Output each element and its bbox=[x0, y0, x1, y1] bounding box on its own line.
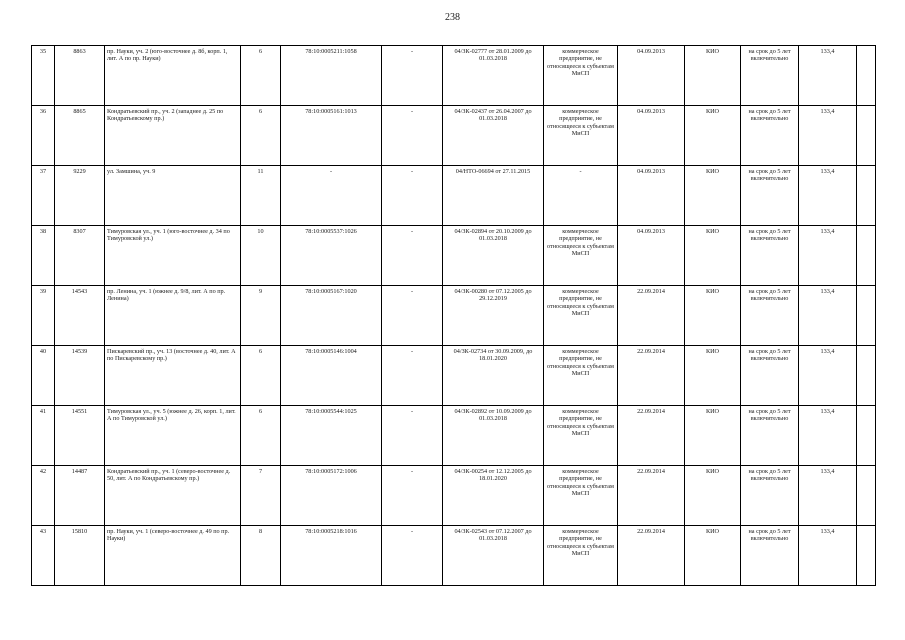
floors-cell: 7 bbox=[241, 466, 281, 526]
floors-cell: 9 bbox=[241, 286, 281, 346]
row-number: 42 bbox=[32, 466, 55, 526]
table-row bbox=[32, 286, 876, 346]
cadastral-number-cell: 78:10:0005161:1013 bbox=[281, 106, 382, 166]
decision-date-cell: 04.09.2013 bbox=[618, 46, 685, 106]
table-row bbox=[32, 466, 876, 526]
lease-contract-cell: 04/ЗК-00254 от 12.12.2005 до 18.01.2020 bbox=[443, 466, 544, 526]
tenant-type-cell: коммерческое предприятие, не относящееся к субъектам МиСП bbox=[544, 466, 618, 526]
object-id: 8307 bbox=[55, 226, 105, 286]
lease-contract-cell: 04/ЗК-02734 от 30.09.2009, до 18.01.2020 bbox=[443, 346, 544, 406]
lease-contract-cell: 04/ЗК-02894 от 20.10.2009 до 01.03.2018 bbox=[443, 226, 544, 286]
lease-contract-cell: 04/ЗК-02777 от 28.01.2009 до 01.03.2018 bbox=[443, 46, 544, 106]
area-cell: 133,4 bbox=[799, 466, 857, 526]
cadastral-number-cell: 78:10:0005167:1020 bbox=[281, 286, 382, 346]
table-row bbox=[32, 226, 876, 286]
term-cell: на срок до 5 лет включительно bbox=[741, 346, 799, 406]
floors-cell: 6 bbox=[241, 106, 281, 166]
decision-date-cell: 04.09.2013 bbox=[618, 226, 685, 286]
floors-cell: 6 bbox=[241, 46, 281, 106]
empty-cell bbox=[857, 106, 876, 166]
address-cell: Тимуровская ул., уч. 5 (южнее д. 26, корп. 1, лит. А по Тимуровской ул.) bbox=[105, 406, 241, 466]
cadastral-number-cell: - bbox=[281, 166, 382, 226]
decision-date-cell: 22.09.2014 bbox=[618, 286, 685, 346]
table-row bbox=[32, 526, 876, 586]
lease-contract-cell: 04/ЗК-00280 от 07.12.2005 до 29.12.2019 bbox=[443, 286, 544, 346]
decision-date-cell: 04.09.2013 bbox=[618, 106, 685, 166]
empty-dash-cell: - bbox=[382, 106, 443, 166]
row-number: 36 bbox=[32, 106, 55, 166]
area-cell: 133,4 bbox=[799, 286, 857, 346]
area-cell: 133,4 bbox=[799, 106, 857, 166]
area-cell: 133,4 bbox=[799, 406, 857, 466]
empty-cell bbox=[857, 286, 876, 346]
tenant-type-cell: коммерческое предприятие, не относящееся к субъектам МиСП bbox=[544, 106, 618, 166]
organization-cell: КИО bbox=[685, 106, 741, 166]
tenant-type-cell: коммерческое предприятие, не относящееся к субъектам МиСП bbox=[544, 226, 618, 286]
lease-contract-cell: 04/ЗК-02892 от 10.09.2009 до 01.03.2018 bbox=[443, 406, 544, 466]
table-row bbox=[32, 346, 876, 406]
table-row bbox=[32, 406, 876, 466]
tenant-type-cell: коммерческое предприятие, не относящееся к субъектам МиСП bbox=[544, 406, 618, 466]
term-cell: на срок до 5 лет включительно bbox=[741, 286, 799, 346]
organization-cell: КИО bbox=[685, 346, 741, 406]
row-number: 43 bbox=[32, 526, 55, 586]
decision-date-cell: 22.09.2014 bbox=[618, 526, 685, 586]
address-cell: ул. Замшина, уч. 9 bbox=[105, 166, 241, 226]
term-cell: на срок до 5 лет включительно bbox=[741, 106, 799, 166]
row-number: 38 bbox=[32, 226, 55, 286]
organization-cell: КИО bbox=[685, 286, 741, 346]
page-number: 238 bbox=[445, 12, 460, 23]
area-cell: 133,4 bbox=[799, 226, 857, 286]
tenant-type-cell: коммерческое предприятие, не относящееся к субъектам МиСП bbox=[544, 346, 618, 406]
floors-cell: 11 bbox=[241, 166, 281, 226]
address-cell: пр. Науки, уч. 1 (северо-восточнее д. 49 по пр. Науки) bbox=[105, 526, 241, 586]
lease-contract-cell: 04/ЗК-02437 от 26.04.2007 до 01.03.2018 bbox=[443, 106, 544, 166]
area-cell: 133,4 bbox=[799, 526, 857, 586]
term-cell: на срок до 5 лет включительно bbox=[741, 406, 799, 466]
empty-dash-cell: - bbox=[382, 406, 443, 466]
decision-date-cell: 22.09.2014 bbox=[618, 406, 685, 466]
term-cell: на срок до 5 лет включительно bbox=[741, 46, 799, 106]
floors-cell: 10 bbox=[241, 226, 281, 286]
term-cell: на срок до 5 лет включительно bbox=[741, 466, 799, 526]
table-row bbox=[32, 166, 876, 226]
tenant-type-cell: коммерческое предприятие, не относящееся к субъектам МиСП bbox=[544, 286, 618, 346]
cadastral-number-cell: 78:10:0005537:1026 bbox=[281, 226, 382, 286]
area-cell: 133,4 bbox=[799, 166, 857, 226]
organization-cell: КИО bbox=[685, 46, 741, 106]
address-cell: Тимуровская ул., уч. 1 (юго-восточнее д. 34 по Тимуровской ул.) bbox=[105, 226, 241, 286]
lease-contract-cell: 04/НТО-06694 от 27.11.2015 bbox=[443, 166, 544, 226]
decision-date-cell: 22.09.2014 bbox=[618, 466, 685, 526]
row-number: 40 bbox=[32, 346, 55, 406]
registry-table bbox=[31, 45, 876, 586]
object-id: 9229 bbox=[55, 166, 105, 226]
row-number: 37 bbox=[32, 166, 55, 226]
object-id: 15810 bbox=[55, 526, 105, 586]
term-cell: на срок до 5 лет включительно bbox=[741, 166, 799, 226]
empty-cell bbox=[857, 46, 876, 106]
object-id: 14551 bbox=[55, 406, 105, 466]
floors-cell: 6 bbox=[241, 406, 281, 466]
cadastral-number-cell: 78:10:0005211:1058 bbox=[281, 46, 382, 106]
empty-dash-cell: - bbox=[382, 226, 443, 286]
object-id: 14487 bbox=[55, 466, 105, 526]
tenant-type-cell: коммерческое предприятие, не относящееся к субъектам МиСП bbox=[544, 46, 618, 106]
empty-cell bbox=[857, 406, 876, 466]
empty-cell bbox=[857, 346, 876, 406]
organization-cell: КИО bbox=[685, 526, 741, 586]
area-cell: 133,4 bbox=[799, 46, 857, 106]
address-cell: Пискаревский пр., уч. 13 (восточнее д. 40, лит. А по Пискаревскому пр.) bbox=[105, 346, 241, 406]
organization-cell: КИО bbox=[685, 166, 741, 226]
lease-contract-cell: 04/ЗК-02543 от 07.12.2007 до 01.03.2018 bbox=[443, 526, 544, 586]
row-number: 41 bbox=[32, 406, 55, 466]
cadastral-number-cell: 78:10:0005544:1025 bbox=[281, 406, 382, 466]
organization-cell: КИО bbox=[685, 466, 741, 526]
empty-dash-cell: - bbox=[382, 286, 443, 346]
organization-cell: КИО bbox=[685, 406, 741, 466]
empty-dash-cell: - bbox=[382, 46, 443, 106]
term-cell: на срок до 5 лет включительно bbox=[741, 226, 799, 286]
empty-dash-cell: - bbox=[382, 526, 443, 586]
area-cell: 133,4 bbox=[799, 346, 857, 406]
decision-date-cell: 22.09.2014 bbox=[618, 346, 685, 406]
empty-dash-cell: - bbox=[382, 466, 443, 526]
cadastral-number-cell: 78:10:0005172:1006 bbox=[281, 466, 382, 526]
empty-cell bbox=[857, 526, 876, 586]
decision-date-cell: 04.09.2013 bbox=[618, 166, 685, 226]
row-number: 35 bbox=[32, 46, 55, 106]
registry-body bbox=[32, 46, 876, 586]
tenant-type-cell: коммерческое предприятие, не относящееся к субъектам МиСП bbox=[544, 526, 618, 586]
empty-cell bbox=[857, 466, 876, 526]
term-cell: на срок до 5 лет включительно bbox=[741, 526, 799, 586]
object-id: 14543 bbox=[55, 286, 105, 346]
object-id: 14539 bbox=[55, 346, 105, 406]
address-cell: Кондратьевский пр., уч. 2 (западнее д. 25 по Кондратьевскому пр.) bbox=[105, 106, 241, 166]
empty-dash-cell: - bbox=[382, 346, 443, 406]
address-cell: пр. Ленина, уч. 1 (южнее д. 9/8, лит. А по пр. Ленина) bbox=[105, 286, 241, 346]
object-id: 8865 bbox=[55, 106, 105, 166]
cadastral-number-cell: 78:10:0005218:1016 bbox=[281, 526, 382, 586]
table-row bbox=[32, 106, 876, 166]
address-cell: пр. Науки, уч. 2 (юго-восточнее д. 8б, корп. 1, лит. А по пр. Науки) bbox=[105, 46, 241, 106]
organization-cell: КИО bbox=[685, 226, 741, 286]
object-id: 8863 bbox=[55, 46, 105, 106]
row-number: 39 bbox=[32, 286, 55, 346]
floors-cell: 6 bbox=[241, 346, 281, 406]
empty-cell bbox=[857, 226, 876, 286]
empty-cell bbox=[857, 166, 876, 226]
table-row bbox=[32, 46, 876, 106]
floors-cell: 8 bbox=[241, 526, 281, 586]
empty-dash-cell: - bbox=[382, 166, 443, 226]
address-cell: Кондратьевский пр., уч. 1 (северо-восточнее д. 50, лит. А по Кондратьевскому пр.) bbox=[105, 466, 241, 526]
tenant-type-cell: - bbox=[544, 166, 618, 226]
cadastral-number-cell: 78:10:0005146:1004 bbox=[281, 346, 382, 406]
